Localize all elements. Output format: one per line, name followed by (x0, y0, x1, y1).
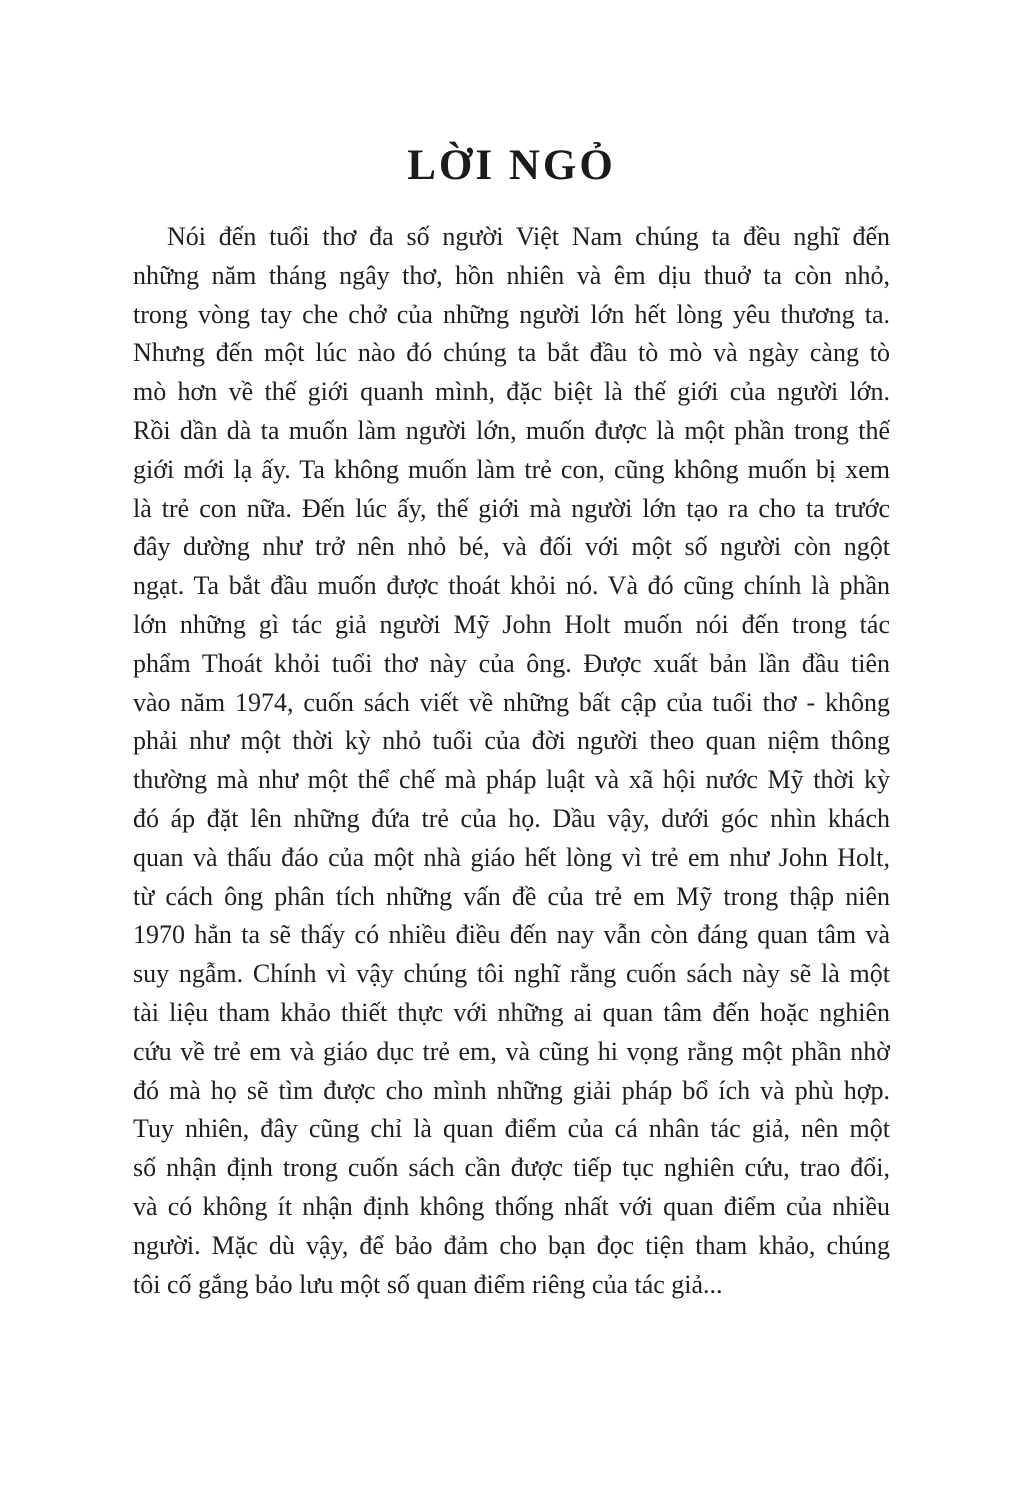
text-line: đó mà họ sẽ tìm được cho mình những giải pháp bổ ích và phù hợp. (133, 1075, 890, 1105)
text-line: ngạt. Ta bắt đầu muốn được thoát khỏi nó. Và đó cũng chính là phần (133, 571, 890, 601)
text-line: mò hơn về thế giới quanh mình, đặc biệt là thế giới của người lớn. (133, 377, 890, 407)
text-line: đây dường như trở nên nhỏ bé, và đối với một số người còn ngột (133, 532, 890, 562)
text-line: và có không ít nhận định không thống nhất với quan điểm của nhiều (133, 1191, 890, 1221)
text-line: lớn những gì tác giả người Mỹ John Holt muốn nói đến trong tác (133, 609, 890, 639)
text-line: giới mới lạ ấy. Ta không muốn làm trẻ con, cũng không muốn bị xem (133, 454, 890, 484)
text-line: là trẻ con nữa. Đến lúc ấy, thế giới mà người lớn tạo ra cho ta trước (133, 493, 890, 523)
text-line: đó áp đặt lên những đứa trẻ của họ. Dầu vậy, dưới góc nhìn khách (133, 803, 890, 833)
text-line: quan và thấu đáo của một nhà giáo hết lòng vì trẻ em như John Holt, (133, 842, 890, 872)
text-line: cứu về trẻ em và giáo dục trẻ em, và cũng hi vọng rằng một phần nhờ (133, 1036, 890, 1066)
text-line: thường mà như một thể chế mà pháp luật và xã hội nước Mỹ thời kỳ (133, 765, 890, 795)
text-line: Tuy nhiên, đây cũng chỉ là quan điểm của cá nhân tác giả, nên một (133, 1114, 890, 1144)
text-line: những năm tháng ngây thơ, hồn nhiên và êm dịu thuở ta còn nhỏ, (133, 260, 890, 290)
text-line: vào năm 1974, cuốn sách viết về những bất cập của tuổi thơ - không (133, 687, 890, 717)
text-line: Nhưng đến một lúc nào đó chúng ta bắt đầu tò mò và ngày càng tò (133, 338, 890, 368)
text-line: trong vòng tay che chở của những người lớn hết lòng yêu thương ta. (133, 299, 890, 329)
text-line: Rồi dần dà ta muốn làm người lớn, muốn được là một phần trong thế (133, 415, 890, 445)
text-line: Nói đến tuổi thơ đa số người Việt Nam chúng ta đều nghĩ đến (167, 222, 890, 251)
text-line: từ cách ông phân tích những vấn đề của trẻ em Mỹ trong thập niên (133, 881, 890, 911)
text-line: 1970 hẳn ta sẽ thấy có nhiều điều đến nay vẫn còn đáng quan tâm và (133, 920, 890, 950)
text-line: người. Mặc dù vậy, để bảo đảm cho bạn đọc tiện tham khảo, chúng (133, 1230, 890, 1260)
page-title: LỜI NGỎ (407, 142, 616, 189)
text-line: phải như một thời kỳ nhỏ tuổi của đời người theo quan niệm thông (133, 726, 890, 756)
text-line: tài liệu tham khảo thiết thực với những ai quan tâm đến hoặc nghiên (133, 997, 890, 1027)
text-line: tôi cố gắng bảo lưu một số quan điểm riêng của tác giả... (133, 1269, 723, 1299)
text-line: suy ngẫm. Chính vì vậy chúng tôi nghĩ rằng cuốn sách này sẽ là một (133, 959, 890, 989)
body-text (133, 218, 890, 1304)
text-line: phẩm Thoát khỏi tuổi thơ này của ông. Được xuất bản lần đầu tiên (133, 648, 890, 678)
text-line: số nhận định trong cuốn sách cần được tiếp tục nghiên cứu, trao đổi, (133, 1153, 890, 1183)
